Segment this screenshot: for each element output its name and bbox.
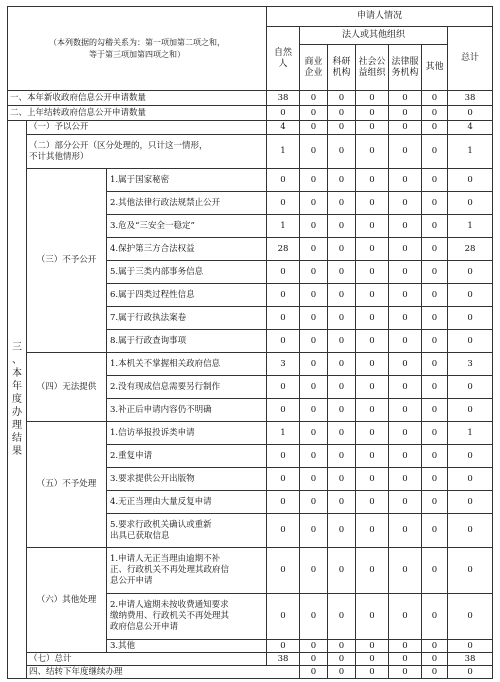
cell: 0 <box>389 121 422 135</box>
row-label: 2.其他法律行政法规禁止公开 <box>107 192 267 215</box>
cell: 0 <box>448 640 493 653</box>
cell: 0 <box>448 491 493 514</box>
row-label: 3.要求提供公开出版物 <box>107 468 267 491</box>
cell: 0 <box>389 192 422 215</box>
cell: 0 <box>389 666 422 679</box>
cell: 0 <box>422 445 448 468</box>
header-social-line2: 益组织 <box>358 67 386 78</box>
cell: 0 <box>389 422 422 445</box>
header-natural-line2: 人 <box>278 58 288 69</box>
row-label: 一、本年新收政府信息公开申请数量 <box>8 91 267 106</box>
cell: 0 <box>389 135 422 169</box>
cell: 0 <box>356 121 389 135</box>
row-label: 6.属于四类过程性信息 <box>107 284 267 307</box>
cell: 0 <box>448 594 493 640</box>
row-label: 1.信访举报投诉类申请 <box>107 422 267 445</box>
cell: 0 <box>356 548 389 594</box>
table-row <box>8 169 493 192</box>
cell: 0 <box>356 468 389 491</box>
cell: 0 <box>389 91 422 106</box>
cell: 0 <box>422 169 448 192</box>
cell: 0 <box>328 192 356 215</box>
cell: 0 <box>328 399 356 422</box>
cell: 0 <box>267 261 300 284</box>
cell: 0 <box>328 284 356 307</box>
header-other: 其他 <box>422 45 448 91</box>
cell: 0 <box>328 468 356 491</box>
cell: 0 <box>448 399 493 422</box>
cell: 0 <box>267 169 300 192</box>
cell: 0 <box>328 640 356 653</box>
cell: 0 <box>356 135 389 169</box>
cell: 0 <box>328 121 356 135</box>
cell: 0 <box>356 284 389 307</box>
cell: 0 <box>267 399 300 422</box>
section-char: 三 <box>12 342 22 353</box>
cell: 0 <box>267 192 300 215</box>
row-label: 8.属于行政查询事项 <box>107 330 267 353</box>
cell: 0 <box>389 215 422 238</box>
header-legal-service-line1: 法律服 <box>391 56 419 67</box>
cell: 0 <box>448 514 493 548</box>
cell: 0 <box>448 169 493 192</box>
cell: 0 <box>356 653 389 666</box>
header-research-line1: 科研 <box>332 56 351 67</box>
cell: 0 <box>300 468 328 491</box>
cell: 0 <box>389 353 422 376</box>
cell: 0 <box>422 376 448 399</box>
cell: 0 <box>328 135 356 169</box>
cell: 0 <box>356 91 389 106</box>
header-research <box>328 45 356 91</box>
cell: 0 <box>267 548 300 594</box>
table-row <box>8 353 493 376</box>
cell: 0 <box>422 653 448 666</box>
cell: 0 <box>356 376 389 399</box>
cell: 0 <box>389 330 422 353</box>
info-disclosure-table <box>7 6 493 679</box>
header-note-line1: （本列数据的勾稽关系为：第一项加第二项之和， <box>49 37 225 47</box>
cell: 0 <box>328 261 356 284</box>
table-row <box>8 548 493 594</box>
cell: 0 <box>422 121 448 135</box>
cell: 0 <box>389 238 422 261</box>
header-total: 总计 <box>448 27 493 91</box>
cell: 1 <box>448 422 493 445</box>
cell: 0 <box>300 307 328 330</box>
cell: 0 <box>300 514 328 548</box>
cell: 0 <box>422 594 448 640</box>
row-label: 4.保护第三方合法权益 <box>107 238 267 261</box>
cell: 4 <box>267 121 300 135</box>
row-label: 3.其他 <box>107 640 267 653</box>
cell: 0 <box>356 106 389 121</box>
cell: 3 <box>267 353 300 376</box>
section-char: 结 <box>12 433 22 444</box>
cell: 0 <box>267 468 300 491</box>
cell: 38 <box>448 653 493 666</box>
row-label: 1.属于国家秘密 <box>107 169 267 192</box>
header-note-line2: 等于第三项加第四项之和） <box>89 49 185 59</box>
cell: 0 <box>356 514 389 548</box>
cell: 28 <box>448 238 493 261</box>
cell: 0 <box>422 514 448 548</box>
row-label-line1: 2.申请人逾期未按收费通知要求 <box>110 600 229 610</box>
row-label: 3.补正后申请内容仍不明确 <box>107 399 267 422</box>
table-row <box>8 653 493 666</box>
row-label: 7.属于行政执法案卷 <box>107 307 267 330</box>
table-row <box>8 121 493 135</box>
row-label: 二、上年结转政府信息公开申请数量 <box>8 106 267 121</box>
cell: 0 <box>356 422 389 445</box>
cell: 0 <box>422 353 448 376</box>
cell: 0 <box>328 514 356 548</box>
header-natural-person <box>267 27 300 91</box>
cell: 0 <box>389 307 422 330</box>
cell: 0 <box>356 169 389 192</box>
cell: 0 <box>422 215 448 238</box>
row-label <box>27 135 267 169</box>
cell: 0 <box>422 640 448 653</box>
row-label: （七）总计 <box>27 653 267 666</box>
cell: 0 <box>300 491 328 514</box>
cell: 0 <box>328 491 356 514</box>
row-label-line2: 不计其他情形） <box>29 151 89 162</box>
cell: 0 <box>300 121 328 135</box>
cell: 1 <box>267 135 300 169</box>
row-label <box>107 594 267 640</box>
cell: 0 <box>448 548 493 594</box>
cell: 38 <box>448 91 493 106</box>
cell: 38 <box>267 91 300 106</box>
cell: 0 <box>300 192 328 215</box>
cell: 0 <box>448 307 493 330</box>
cell: 0 <box>300 106 328 121</box>
cell: 0 <box>422 422 448 445</box>
cell: 0 <box>422 192 448 215</box>
cell: 0 <box>328 548 356 594</box>
cell: 0 <box>448 330 493 353</box>
cell: 0 <box>328 91 356 106</box>
cell: 0 <box>389 284 422 307</box>
cell: 0 <box>422 491 448 514</box>
cell: 0 <box>267 376 300 399</box>
table-row <box>8 91 493 106</box>
cell: 0 <box>267 330 300 353</box>
group-label: （六）其他处理 <box>27 548 107 653</box>
cell: 0 <box>300 594 328 640</box>
table-row <box>8 666 493 679</box>
cell: 0 <box>356 399 389 422</box>
cell: 0 <box>328 376 356 399</box>
cell: 0 <box>422 135 448 169</box>
cell: 0 <box>422 307 448 330</box>
cell: 0 <box>328 653 356 666</box>
cell: 0 <box>300 330 328 353</box>
section-3-label <box>8 121 27 679</box>
cell: 0 <box>356 640 389 653</box>
header-commercial-line1: 商业 <box>304 56 323 67</box>
cell: 0 <box>300 653 328 666</box>
table-row <box>8 106 493 121</box>
cell: 0 <box>300 284 328 307</box>
cell: 0 <box>389 376 422 399</box>
cell: 0 <box>448 284 493 307</box>
header-social <box>356 45 389 91</box>
cell: 28 <box>267 238 300 261</box>
cell: 0 <box>328 353 356 376</box>
cell: 0 <box>356 445 389 468</box>
section-char: 度 <box>12 394 22 405</box>
row-label-line3: 政府信息公开申请 <box>110 622 179 632</box>
row-label: 5.属于三类内部事务信息 <box>107 261 267 284</box>
header-research-line2: 机构 <box>332 67 351 78</box>
cell: 0 <box>356 330 389 353</box>
table-row <box>8 135 493 169</box>
cell: 0 <box>300 91 328 106</box>
cell: 0 <box>328 215 356 238</box>
cell: 0 <box>422 261 448 284</box>
header-commercial-line2: 企业 <box>304 67 323 78</box>
cell: 0 <box>328 106 356 121</box>
cell: 1 <box>267 215 300 238</box>
cell: 0 <box>448 445 493 468</box>
cell: 0 <box>389 653 422 666</box>
row-label-line2: 缴纳费用、行政机关不再处理其 <box>110 611 230 621</box>
cell: 0 <box>267 640 300 653</box>
cell: 0 <box>328 330 356 353</box>
cell: 0 <box>300 422 328 445</box>
cell: 0 <box>267 491 300 514</box>
cell: 0 <box>422 468 448 491</box>
row-label <box>107 548 267 594</box>
row-label-line3: 息公开申请 <box>110 576 153 586</box>
cell: 0 <box>356 238 389 261</box>
cell: 0 <box>389 468 422 491</box>
cell: 0 <box>267 307 300 330</box>
cell: 0 <box>422 106 448 121</box>
header-applicant: 申请人情况 <box>267 7 493 27</box>
cell: 0 <box>267 514 300 548</box>
cell: 38 <box>267 653 300 666</box>
cell: 0 <box>328 445 356 468</box>
cell: 0 <box>328 307 356 330</box>
cell: 0 <box>448 666 493 679</box>
row-label: 2.重复申请 <box>107 445 267 468</box>
cell: 0 <box>300 548 328 594</box>
cell: 1 <box>448 135 493 169</box>
cell: 0 <box>328 238 356 261</box>
cell: 0 <box>300 445 328 468</box>
header-social-line1: 社会公 <box>358 56 386 67</box>
cell: 0 <box>300 261 328 284</box>
cell: 0 <box>300 376 328 399</box>
cell: 0 <box>448 192 493 215</box>
cell: 0 <box>422 330 448 353</box>
group-label: （五）不予处理 <box>27 422 107 548</box>
row-label: 1.本机关不掌握相关政府信息 <box>107 353 267 376</box>
cell: 0 <box>422 284 448 307</box>
header-legal-service-line2: 务机构 <box>391 67 419 78</box>
cell: 0 <box>422 399 448 422</box>
cell: 0 <box>422 238 448 261</box>
row-label-line1: 1.申请人无正当理由逾期不补 <box>110 554 221 564</box>
cell: 0 <box>356 192 389 215</box>
cell: 0 <box>328 594 356 640</box>
row-label: （一）予以公开 <box>27 121 267 135</box>
cell: 0 <box>328 169 356 192</box>
cell: 0 <box>389 445 422 468</box>
cell: 0 <box>389 106 422 121</box>
row-label: 四、结转下年度继续办理 <box>27 666 300 679</box>
row-label: 2.没有现成信息需要另行制作 <box>107 376 267 399</box>
cell: 0 <box>389 261 422 284</box>
cell: 0 <box>356 594 389 640</box>
cell: 0 <box>300 399 328 422</box>
cell: 3 <box>448 353 493 376</box>
cell: 0 <box>422 666 448 679</box>
section-char: 办 <box>12 407 22 418</box>
cell: 0 <box>389 548 422 594</box>
cell: 0 <box>356 261 389 284</box>
cell: 0 <box>267 594 300 640</box>
row-label-line1: （二）部分公开（区分处理的，只计这一情形， <box>29 140 208 151</box>
cell: 0 <box>267 106 300 121</box>
cell: 0 <box>422 548 448 594</box>
section-char: 理 <box>12 420 22 431</box>
row-label-line2: 正、行政机关不再处理其政府信 <box>110 565 230 575</box>
cell: 0 <box>422 91 448 106</box>
row-label: 4.无正当理由大量反复申请 <box>107 491 267 514</box>
header-natural-line1: 自然 <box>274 47 293 58</box>
cell: 0 <box>300 640 328 653</box>
row-label-line1: 5.要求行政机关确认或重新 <box>110 519 212 530</box>
cell: 0 <box>300 169 328 192</box>
cell: 0 <box>389 594 422 640</box>
cell: 0 <box>267 445 300 468</box>
group-label: （四）无法提供 <box>27 353 107 422</box>
cell: 0 <box>389 640 422 653</box>
row-label <box>107 514 267 548</box>
group-label: （三）不予公开 <box>27 169 107 353</box>
cell: 0 <box>300 238 328 261</box>
header-legal-service <box>389 45 422 91</box>
cell: 0 <box>300 215 328 238</box>
cell: 0 <box>356 307 389 330</box>
cell: 4 <box>448 121 493 135</box>
cell: 0 <box>300 666 328 679</box>
cell: 0 <box>300 135 328 169</box>
section-char: 、 <box>12 355 22 366</box>
section-char: 年 <box>12 381 22 392</box>
cell: 0 <box>448 106 493 121</box>
cell: 0 <box>356 491 389 514</box>
cell: 0 <box>448 376 493 399</box>
row-label-line2: 出具已获取信息 <box>110 530 170 541</box>
cell: 0 <box>356 353 389 376</box>
row-label: 3.危及“三安全一稳定” <box>107 215 267 238</box>
cell: 0 <box>389 399 422 422</box>
cell: 0 <box>328 422 356 445</box>
cell: 0 <box>448 261 493 284</box>
header-note <box>8 7 267 91</box>
cell: 1 <box>448 215 493 238</box>
cell: 0 <box>300 353 328 376</box>
section-char: 本 <box>12 368 22 379</box>
cell: 0 <box>328 666 356 679</box>
cell: 0 <box>356 666 389 679</box>
cell: 0 <box>448 468 493 491</box>
section-char: 果 <box>12 446 22 457</box>
header-commercial <box>300 45 328 91</box>
cell: 0 <box>389 491 422 514</box>
cell: 0 <box>389 514 422 548</box>
header-legal-entity: 法人或其他组织 <box>300 27 448 45</box>
table-row <box>8 422 493 445</box>
cell: 0 <box>356 215 389 238</box>
cell: 0 <box>267 284 300 307</box>
cell: 1 <box>267 422 300 445</box>
cell: 0 <box>389 169 422 192</box>
